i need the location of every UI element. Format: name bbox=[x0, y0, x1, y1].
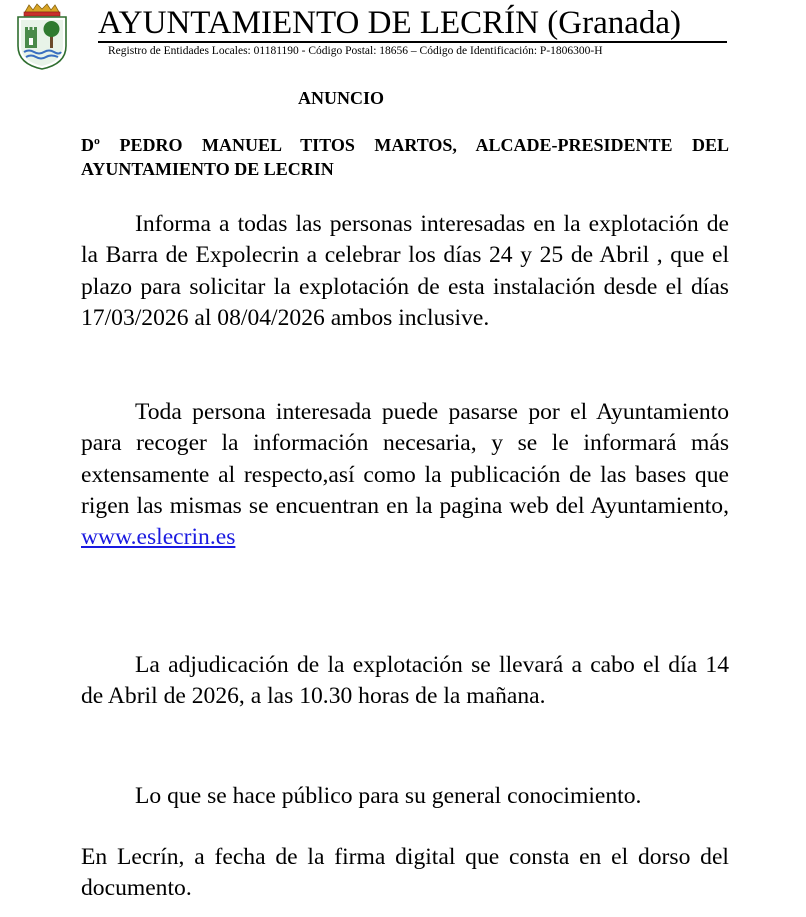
paragraph-adjudication: La adjudicación de la explotación se llevará a cabo el día 14 de Abril de 2026, a las 10.30 horas de la mañana. bbox=[81, 652, 729, 710]
paragraph-public-notice: Lo que se hace público para su general conocimiento. bbox=[135, 783, 642, 809]
official-name: Dº PEDRO MANUEL TITOS MARTOS, ALCADE-PRESIDENTE DEL AYUNTAMIENTO DE LECRIN bbox=[81, 135, 729, 179]
paragraph-information bbox=[81, 397, 729, 553]
coat-of-arms-icon bbox=[13, 2, 71, 70]
website-link[interactable]: www.eslecrin.es bbox=[81, 524, 236, 551]
header-registry-info: Registro de Entidades Locales: 01181190 - Código Postal: 18656 – Código de Identificación: P-1806300-H bbox=[108, 45, 603, 57]
header-title: AYUNTAMIENTO DE LECRÍN (Granada) bbox=[98, 5, 681, 41]
header-divider bbox=[98, 41, 727, 43]
document-heading: ANUNCIO bbox=[298, 88, 385, 108]
paragraph-deadline: Informa a todas las personas interesadas en la explotación de la Barra de Expolecrin a celebrar los días 24 y 25 de Abril , que el plazo para solicitar la explotación de esta instalación desde el días 17/03/2026 al 08/04/2026 ambos inclusive. bbox=[81, 211, 729, 331]
paragraph-information-text: Toda persona interesada puede pasarse por el Ayuntamiento para recoger la información necesaria, y se le informará más extensamente al respecto,así como la publicación de las bases que rigen las mismas se encuentran en la pagina web del Ayuntamiento, bbox=[81, 399, 729, 519]
paragraph-signature-date: En Lecrín, a fecha de la firma digital que consta en el dorso del documento. bbox=[81, 844, 729, 902]
